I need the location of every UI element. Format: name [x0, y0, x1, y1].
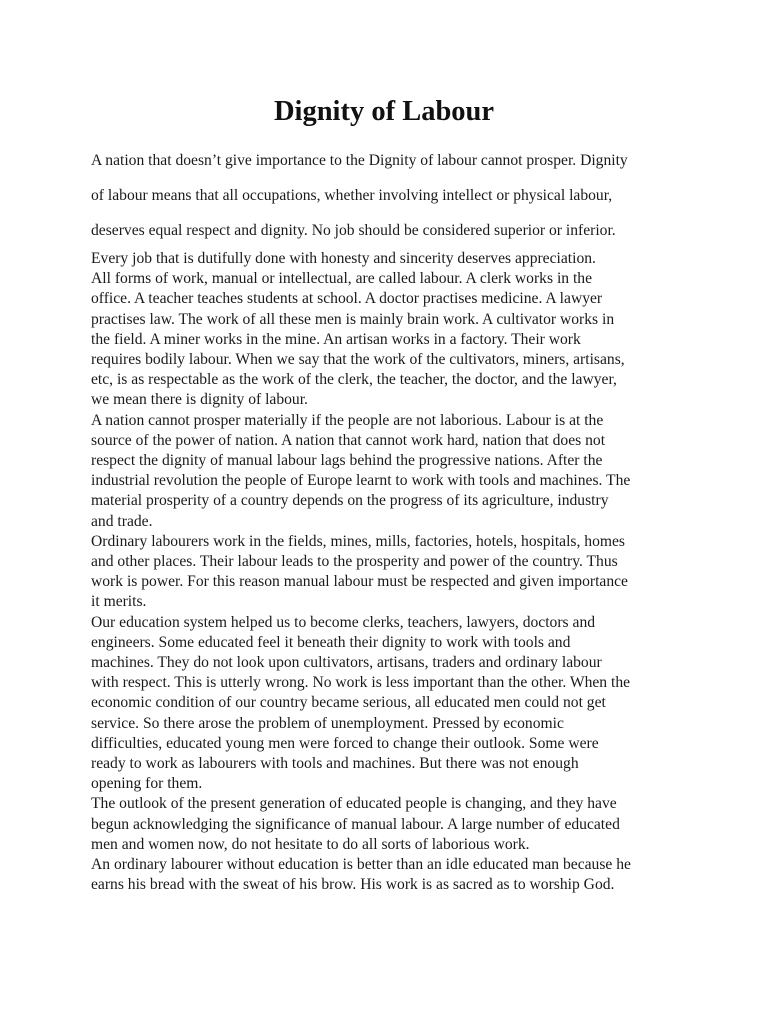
body-line: ready to work as labourers with tools and machines. But there was not enough	[91, 755, 579, 773]
body-line: and trade.	[91, 512, 153, 530]
body-line: machines. They do not look upon cultivators, artisans, traders and ordinary labour	[91, 654, 602, 672]
body-line: A nation cannot prosper materially if the people are not laborious. Labour is at the	[91, 411, 604, 429]
body-line: begun acknowledging the significance of manual labour. A large number of educated	[91, 815, 620, 833]
body-line: engineers. Some educated feel it beneath their dignity to work with tools and	[91, 633, 571, 651]
body-line: earns his bread with the sweat of his brow. His work is as sacred as to worship God.	[91, 876, 615, 894]
body-line: source of the power of nation. A nation that cannot work hard, nation that does not	[91, 431, 606, 449]
body-text	[91, 249, 691, 896]
body-line: All forms of work, manual or intellectual, are called labour. A clerk works in the	[91, 270, 593, 288]
body-line: economic condition of our country became serious, all educated men could not get	[91, 694, 606, 712]
body-line: requires bodily labour. When we say that the work of the cultivators, miners, artisans,	[91, 351, 625, 369]
body-line: the field. A miner works in the mine. An artisan works in a factory. Their work	[91, 330, 581, 348]
body-line: The outlook of the present generation of educated people is changing, and they have	[91, 795, 617, 813]
body-line: difficulties, educated young men were forced to change their outlook. Some were	[91, 734, 599, 752]
body-line: opening for them.	[91, 775, 203, 793]
body-line: it merits.	[91, 593, 147, 611]
body-line: work is power. For this reason manual labour must be respected and given importance	[91, 573, 628, 591]
intro-line: A nation that doesn’t give importance to the Dignity of labour cannot prosper. Dignity	[91, 152, 628, 169]
body-line: industrial revolution the people of Europe learnt to work with tools and machines. The	[91, 472, 631, 490]
body-line: An ordinary labourer without education is better than an idle educated man because he	[91, 856, 631, 874]
body-line: men and women now, do not hesitate to do all sorts of laborious work.	[91, 835, 530, 853]
intro-line: deserves equal respect and dignity. No job should be considered superior or inferior.	[91, 222, 616, 239]
body-line: office. A teacher teaches students at school. A doctor practises medicine. A lawyer	[91, 290, 603, 308]
body-line: Our education system helped us to become clerks, teachers, lawyers, doctors and	[91, 613, 596, 631]
body-line: etc, is as respectable as the work of the clerk, the teacher, the doctor, and the lawyer,	[91, 371, 617, 389]
body-line: with respect. This is utterly wrong. No work is less important than the other. When the	[91, 674, 631, 692]
body-line: practises law. The work of all these men is mainly brain work. A cultivator works in	[91, 310, 615, 328]
body-line: and other places. Their labour leads to the prosperity and power of the country. Thus	[91, 553, 618, 571]
intro-line: of labour means that all occupations, whether involving intellect or physical labour,	[91, 187, 613, 204]
document-title: Dignity of Labour	[273, 96, 495, 127]
body-line: Every job that is dutifully done with honesty and sincerity deserves appreciation.	[91, 250, 596, 267]
body-line: Ordinary labourers work in the fields, mines, mills, factories, hotels, hospitals, homes	[91, 532, 625, 550]
body-line: we mean there is dignity of labour.	[91, 391, 308, 409]
body-line: service. So there arose the problem of unemployment. Pressed by economic	[91, 714, 564, 732]
body-line: respect the dignity of manual labour lags behind the progressive nations. After the	[91, 452, 603, 470]
intro-paragraph	[91, 143, 691, 248]
body-line: material prosperity of a country depends on the progress of its agriculture, industry	[91, 492, 609, 510]
